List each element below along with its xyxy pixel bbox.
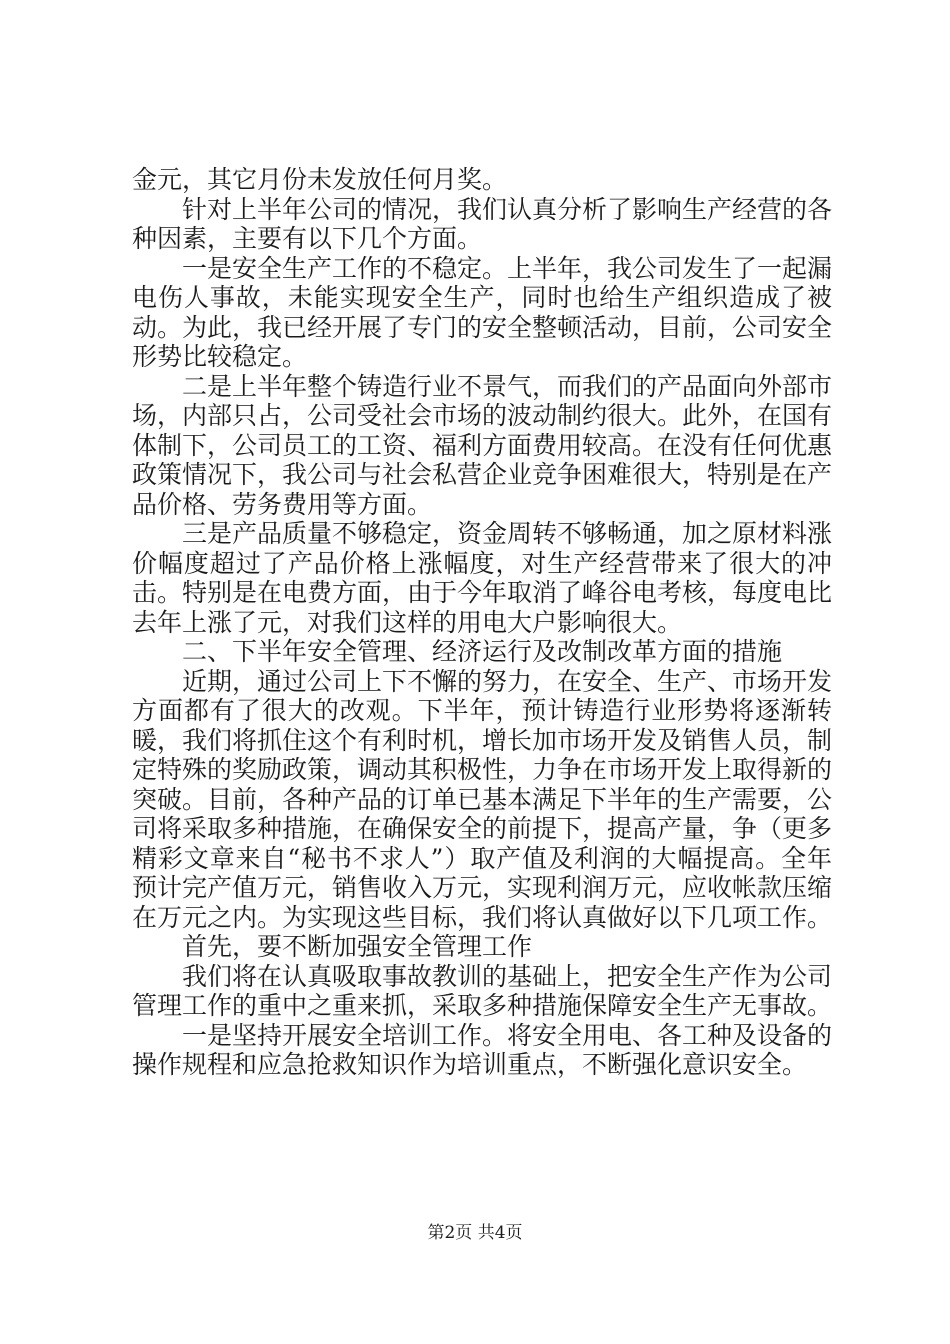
document-body	[132, 165, 832, 1080]
section-heading: 二、下半年安全管理、经济运行及改制改革方面的措施	[182, 637, 783, 666]
paragraph-7: 近期，通过公司上下不懈的努力，在安全、生产、市场开发方面都有了很大的改观。下半年，预计铸造行业形势将逐渐转暖，我们将抓住这个有利时机，增长加市场开发及销售人员，制定特殊的奖励政策，调动其积极性，力争在市场开发上取得新的突破。目前，各种产品的订单已基本满足下半年的生产需要，公司将采取多种措施，在确保安全的前提下，提高产量，争（更多精彩文章来自“秘书不求人”）取产值及利润的大幅提高。全年预计完产值万元，销售收入万元，实现利润万元，应收帐款压缩在万元之内。为实现这些目标，我们将认真做好以下几项工作。	[132, 666, 833, 932]
subheading: 首先，要不断加强安全管理工作	[182, 932, 533, 961]
paragraph-3: 一是安全生产工作的不稳定。上半年，我公司发生了一起漏电伤人事故，未能实现安全生产，同时也给生产组织造成了被动。为此，我已经开展了专门的安全整顿活动，目前，公司安全形势比较稳定。	[132, 253, 833, 371]
paragraph-10: 一是坚持开展安全培训工作。将安全用电、各工种及设备的操作规程和应急抢救知识作为培训重点，不断强化意识安全。	[132, 1020, 833, 1079]
paragraph-2: 针对上半年公司的情况，我们认真分析了影响生产经营的各种因素，主要有以下几个方面。	[132, 194, 833, 253]
page-number-footer: 第2页 共4页	[427, 1223, 523, 1243]
paragraph-5: 三是产品质量不够稳定，资金周转不够畅通，加之原材料涨价幅度超过了产品价格上涨幅度，对生产经营带来了很大的冲击。特别是在电费方面，由于今年取消了峰谷电考核，每度电比去年上涨了元，对我们这样的用电大户影响很大。	[132, 519, 833, 637]
paragraph-1: 金元，其它月份未发放任何月奖。	[132, 165, 508, 194]
paragraph-4: 二是上半年整个铸造行业不景气，而我们的产品面向外部市场，内部只占，公司受社会市场的波动制约很大。此外，在国有体制下，公司员工的工资、福利方面费用较高。在没有任何优惠政策情况下，我公司与社会私营企业竞争困难很大，特别是在产品价格、劳务费用等方面。	[132, 371, 833, 519]
paragraph-9: 我们将在认真吸取事故教训的基础上，把安全生产作为公司管理工作的重中之重来抓，采取多种措施保障安全生产无事故。	[132, 961, 833, 1020]
